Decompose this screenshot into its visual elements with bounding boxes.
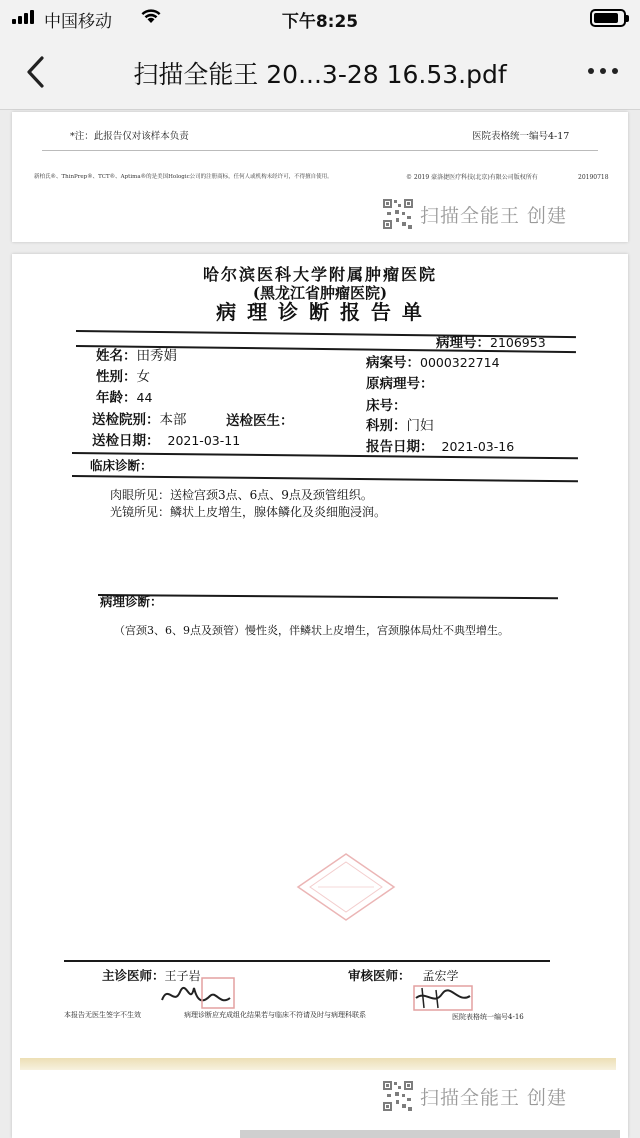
pdf-page-report (12, 254, 628, 1138)
sending-department (92, 408, 187, 428)
microscopic-findings: 光镜所见：鳞状上皮增生，腺体鳞化及炎细胞浸润。 (110, 505, 387, 519)
pathology-number (436, 331, 546, 351)
bed-number (366, 394, 407, 414)
report-date-value: 2021-03-16 (441, 439, 515, 454)
original-pathology-number (366, 372, 434, 392)
diagnosis-rule (98, 594, 558, 599)
pathology-diagnosis (100, 592, 163, 610)
case-number-label: 病案号： (366, 355, 420, 371)
clinical-rule (72, 475, 578, 482)
department-section-label: 科别： (366, 418, 407, 434)
watermark-text: 扫描全能王 创建 (420, 205, 568, 227)
patient-name-value: 田秀娟 (136, 348, 177, 364)
document-title: 扫描全能王 20...3-28 16.53.pdf (133, 60, 507, 89)
hospital-name: 哈尔滨医科大学附属肿瘤医院 (202, 265, 437, 284)
footer-signature-note: 本报告无医生签字不生效 (64, 1011, 141, 1019)
case-number (366, 351, 500, 371)
attending-physician-label: 主诊医师： (102, 968, 165, 983)
document-code: 20190718 (578, 174, 609, 181)
carrier-name: 中国移动 (44, 12, 112, 32)
case-number-value: 0000322714 (420, 355, 500, 370)
pathology-number-label: 病理号： (436, 335, 490, 351)
footer-contact-note: 病理诊断应充成组化结果若与临床不符请及时与病理科联系 (184, 1011, 366, 1019)
sending-date-label: 送检日期： (92, 433, 160, 449)
pathology-diagnosis-label: 病理诊断： (100, 594, 163, 609)
gross-findings: 肉眼所见：送检宫颈3点、6点、9点及颈管组织。 (110, 488, 373, 502)
patient-age (96, 386, 152, 406)
battery-icon (590, 9, 626, 27)
qr-code-icon (382, 1080, 414, 1112)
sending-doctor (226, 409, 294, 429)
report-date (366, 435, 514, 455)
hospital-stamp-icon (296, 852, 396, 922)
patient-gender (96, 365, 150, 385)
status-bar (0, 0, 640, 34)
department-section (366, 414, 434, 434)
patient-age-value: 44 (136, 390, 153, 405)
hospital-alt-name: (黑龙江省肿瘤医院) (252, 284, 388, 302)
department-section-value: 门妇 (406, 418, 434, 434)
qr-code-icon (382, 198, 414, 230)
reviewing-physician-value: 孟宏学 (422, 969, 459, 983)
attending-signature-icon (158, 976, 238, 1012)
report-date-label: 报告日期： (366, 439, 434, 455)
footer-form-code: 医院表格统一编号4-16 (452, 1013, 524, 1021)
trademark-notice: 新柏氏®、ThinPrep®、TCT®、Aptima®的是美国Hologic公司的注册商标，任何人或机构未经许可，不得擅自使用。 (34, 174, 333, 180)
battery-level (594, 13, 618, 23)
copyright-notice: © 2019 豪洛捷医疗科技(北京)有限公司版权所有 (406, 174, 538, 181)
scanner-watermark (382, 198, 582, 230)
scanner-watermark-report (382, 1080, 592, 1112)
navigation-bar (0, 34, 640, 110)
pathology-diagnosis-text: （宫颈3、6、9点及颈管）慢性炎，伴鳞状上皮增生，宫颈腺体局灶不典型增生。 (114, 624, 509, 637)
watermark-text: 扫描全能王 创建 (420, 1087, 568, 1109)
patient-gender-label: 性别： (96, 369, 137, 385)
attending-physician-value: 王子岩 (164, 969, 201, 983)
sending-date-value: 2021-03-11 (167, 433, 241, 448)
form-code: 医院表格统一编号4-17 (472, 131, 570, 142)
original-pathology-number-label: 原病理号： (366, 376, 434, 392)
clock: 下午8:25 (281, 12, 359, 32)
patient-name (96, 344, 177, 364)
reviewing-physician-label: 审核医师： (348, 968, 411, 983)
divider (42, 150, 598, 151)
pdf-page-previous (12, 112, 628, 242)
more-options-icon[interactable] (586, 64, 620, 78)
pathology-number-value: 2106953 (490, 335, 546, 350)
scan-edge-band (20, 1058, 616, 1070)
reviewing-physician (348, 966, 459, 984)
bed-number-label: 床号： (366, 398, 407, 414)
patient-age-label: 年龄： (96, 390, 137, 406)
back-chevron-icon[interactable] (22, 54, 52, 90)
reviewer-signature-icon (412, 984, 474, 1012)
patient-gender-value: 女 (136, 369, 150, 385)
sending-department-value: 本部 (159, 412, 187, 428)
clinical-diagnosis (90, 456, 153, 474)
sending-doctor-label: 送检医生： (226, 413, 294, 429)
signature-rule (64, 960, 550, 962)
clinical-diagnosis-label: 临床诊断： (90, 458, 153, 473)
report-disclaimer: *注：此报告仅对该样本负责 (70, 131, 189, 142)
patient-name-label: 姓名： (96, 348, 137, 364)
sending-date (92, 429, 240, 449)
scroll-bottom-strip (240, 1130, 620, 1138)
sending-department-label: 送检院别： (92, 412, 160, 428)
report-title: 病 理 诊 断 报 告 单 (216, 300, 424, 324)
